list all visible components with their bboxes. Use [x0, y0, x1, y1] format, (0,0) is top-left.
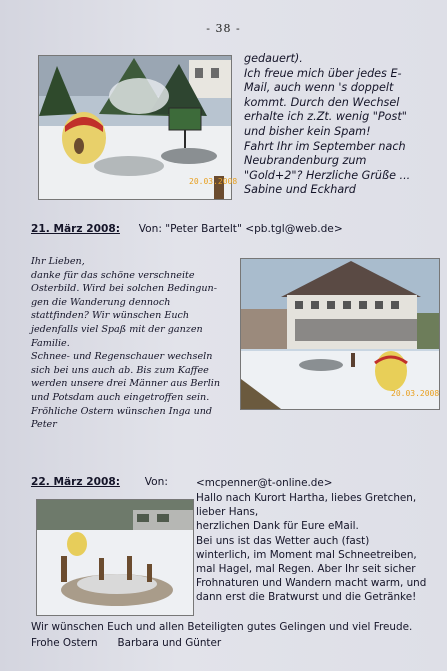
entry2-sender: <mcpenner@t-online.de>	[196, 477, 333, 489]
letter-continuation-text: gedauert). Ich freue mich über jedes E- Mail, auch wenn 's doppelt kommt. Durch den Wechsel erhalte ich z.Zt. wenig "Post" und bisher kein Spam! Fahrt Ihr im September nach Neubrandenburg zum "Gold+2"? Herzliche Grüße ... Sabine und Eckhard	[244, 52, 411, 197]
photo-house-garden-image	[241, 259, 439, 409]
entry1-header	[31, 223, 441, 235]
photo-house-garden	[240, 258, 440, 410]
photo-snowy-garden-figures-image	[37, 500, 193, 615]
entry1-message: Ihr Lieben, danke für das schöne verschneite Osterbild. Wird bei solchen Bedingun- gen die Wanderung dennoch stattfinden? Wir wünschen Euch jedenfalls viel Spaß mit der ganzen Familie. Schnee- und Regenschauer wechseln sich bei uns auch ab. Bis zum Kaffee werden unsere drei Männer aus Berlin und Potsdam auch eingetroffen sein. Fröhliche Ostern wünschen Inga und Peter	[31, 256, 221, 431]
photo1-date-stamp: 20.03.2008	[189, 177, 238, 186]
entry1-date: 21. März 2008:	[31, 223, 120, 235]
photo2-date-stamp: 20.03.2008	[391, 389, 440, 398]
entry2-closing: Frohe Ostern Barbara und Günter	[31, 637, 222, 649]
photo-easter-egg-garden-image	[39, 56, 238, 199]
photo-snowy-garden-figures	[36, 499, 194, 616]
entry2-message: Hallo nach Kurort Hartha, liebes Gretchen, lieber Hans, herzlichen Dank für Eure eMail. Bei uns ist das Wetter auch (fast) winterlich, im Moment mal Schneetreiben, mal Hagel, mal Regen. Aber Ihr seit sicher Frohnaturen und Wandern macht warm, und dann erst die Bratwurst und die Getränke!	[196, 492, 427, 604]
entry2-from-label: Von:	[144, 476, 168, 488]
entry2-wishes: Wir wünschen Euch und allen Beteiligten gutes Gelingen und viel Freude.	[31, 621, 413, 633]
entry2-date: 22. März 2008:	[31, 476, 120, 488]
photo-easter-egg-garden	[38, 55, 238, 200]
entry1-sender: "Peter Bartelt" <pb.tgl@web.de>	[165, 223, 343, 235]
entry1-from-label: Von:	[138, 223, 162, 235]
page-number: - 38 -	[206, 22, 241, 35]
